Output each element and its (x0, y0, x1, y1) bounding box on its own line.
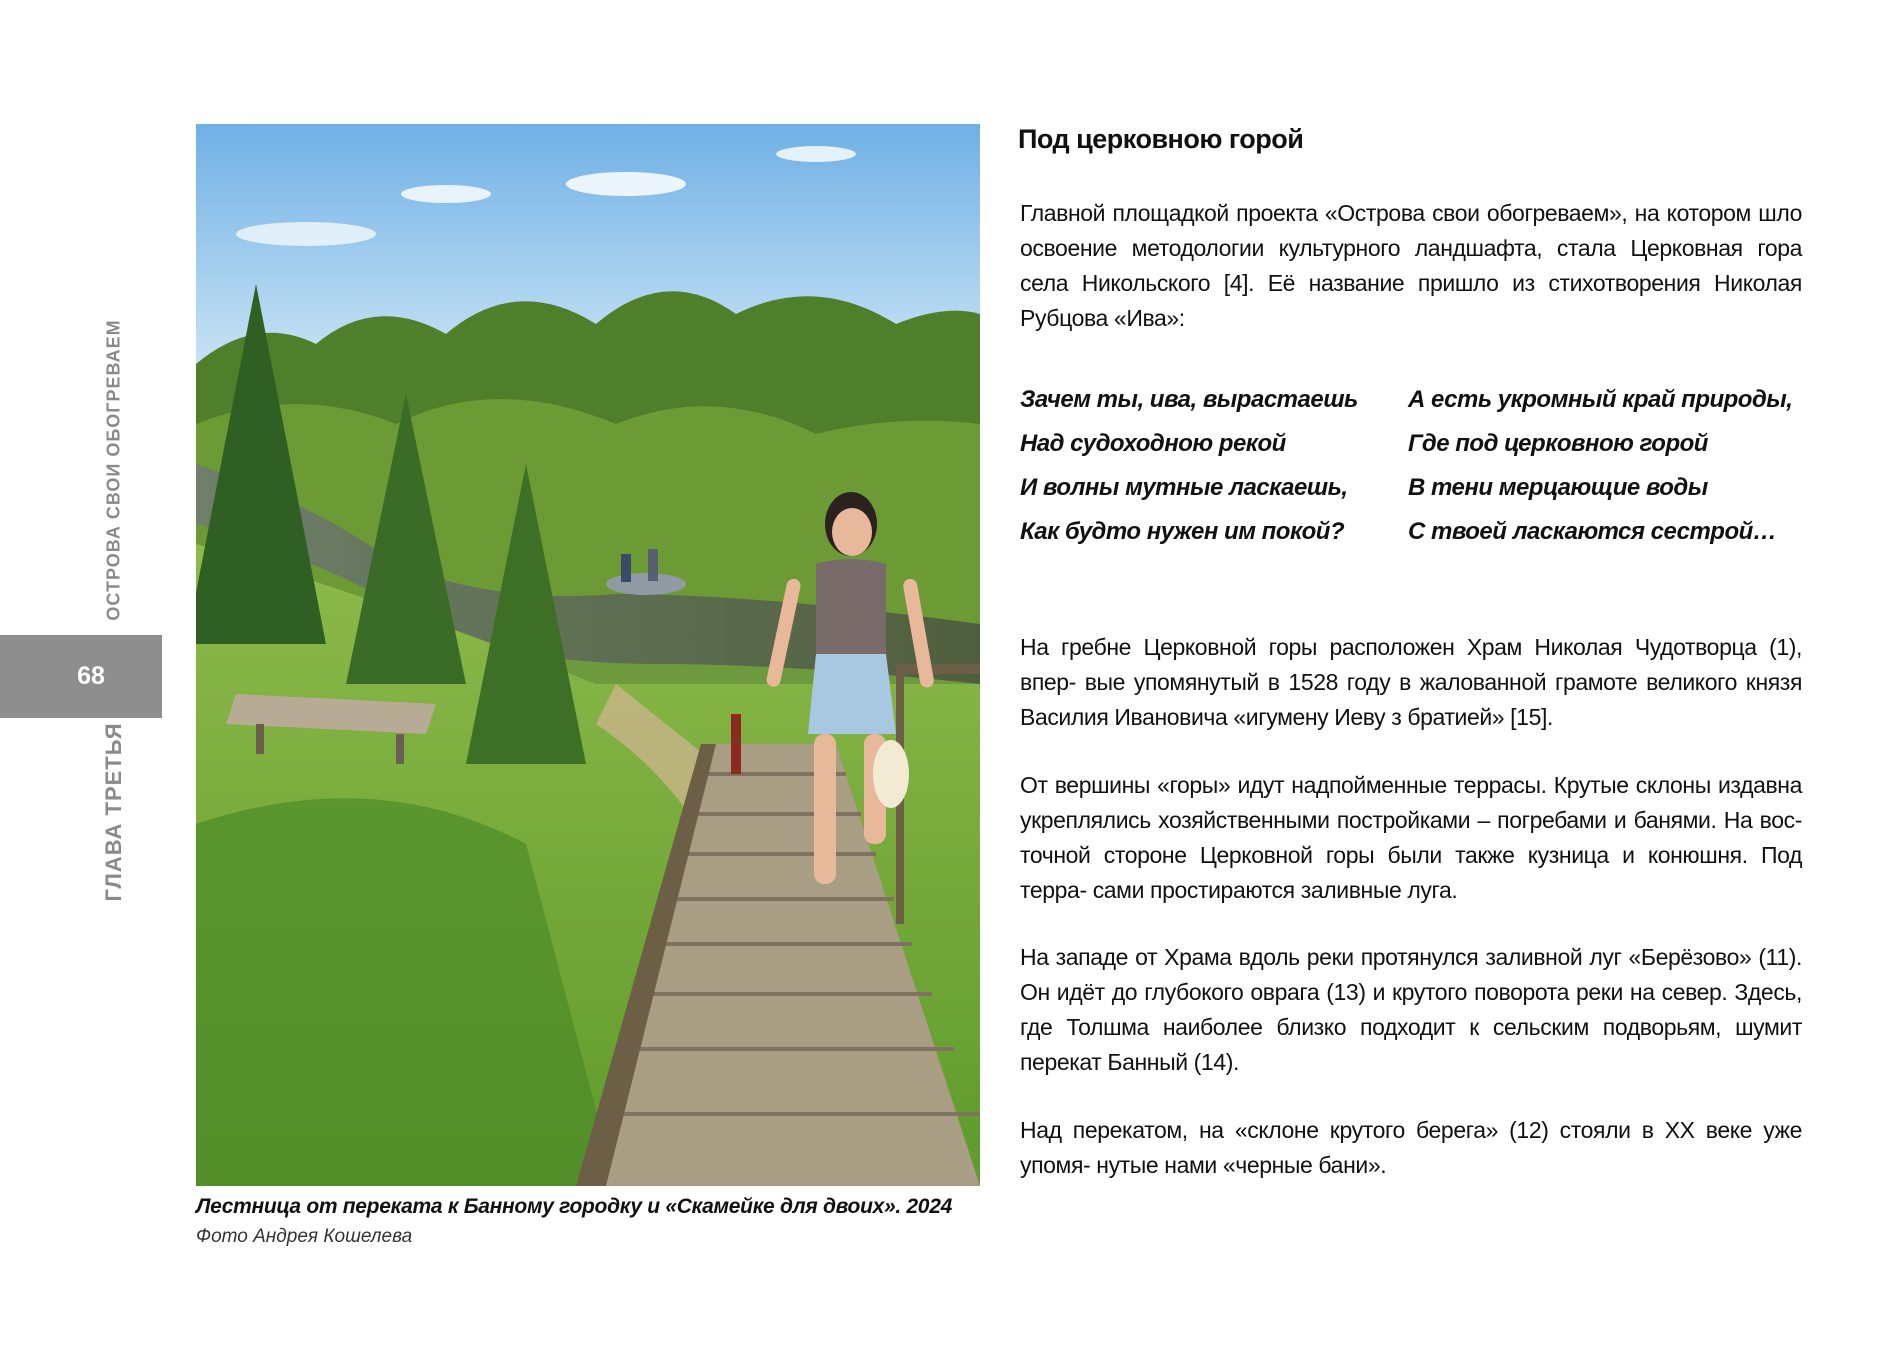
poem-line: Над судоходною рекой (1020, 430, 1286, 457)
poem-line: Зачем ты, ива, вырастаешь (1020, 386, 1358, 413)
photo-caption-title: Лестница от переката к Банному городку и «Скамейке для двоих». 2024 (196, 1195, 952, 1218)
poem-line: С твоей ласкаются сестрой… (1408, 518, 1777, 545)
page-number: 68 (77, 662, 105, 690)
poem-left-column (1020, 378, 1358, 554)
section-title: Под церковною горой (1018, 124, 1304, 154)
photo-credit: Фото Андрея Кошелева (196, 1226, 413, 1247)
poem-right-column (1408, 378, 1792, 554)
intro-paragraph: Главной площадкой проекта «Острова свои обогреваем», на котором шло освоение методологии культурного ландшафта, стала Церковная гора села Никольского [4]. Её название пришло из стихотворения Николая Рубцова «Ива»: (1020, 200, 1802, 331)
body-paragraph: Над перекатом, на «склоне крутого берега» (12) стояли в XX веке уже упомя- нутые нами «черные бани». (1020, 1117, 1802, 1178)
poem-line: Где под церковною горой (1408, 430, 1708, 457)
page-number-tab (0, 635, 162, 718)
poem-line: Как будто нужен им покой? (1020, 518, 1345, 545)
poem-line: А есть укромный край природы, (1408, 386, 1793, 413)
body-paragraph: На гребне Церковной горы расположен Храм Николая Чудотворца (1), впер- вые упомянутый в 1528 году в жалованной грамоте великого князя Василия Ивановича «игумену Иеву з братией» [15]. (1020, 634, 1802, 730)
body-paragraph: На западе от Храма вдоль реки протянулся заливной луг «Берёзово» (11). Он идёт до глубокого оврага (13) и крутого поворота реки на север. Здесь, где Толшма наиболее близко подходит к сельским подворьям, шумит перекат Банный (14). (1020, 944, 1802, 1075)
landscape-photo (196, 124, 980, 1186)
body-paragraph: От вершины «горы» идут надпойменные террасы. Крутые склоны издавна укреплялись хозяйственными постройками – погребами и банями. На вос- точной стороне Церковной горы были также кузница и конюшня. Под терра- сами простираются заливные луга. (1020, 772, 1802, 903)
poem-line: В тени мерцающие воды (1408, 474, 1708, 501)
series-title: ОСТРОВА СВОИ ОБОГРЕВАЕМ (103, 319, 124, 621)
chapter-label: ГЛАВА ТРЕТЬЯ (101, 722, 126, 902)
poem-line: И волны мутные ласкаешь, (1020, 474, 1348, 501)
